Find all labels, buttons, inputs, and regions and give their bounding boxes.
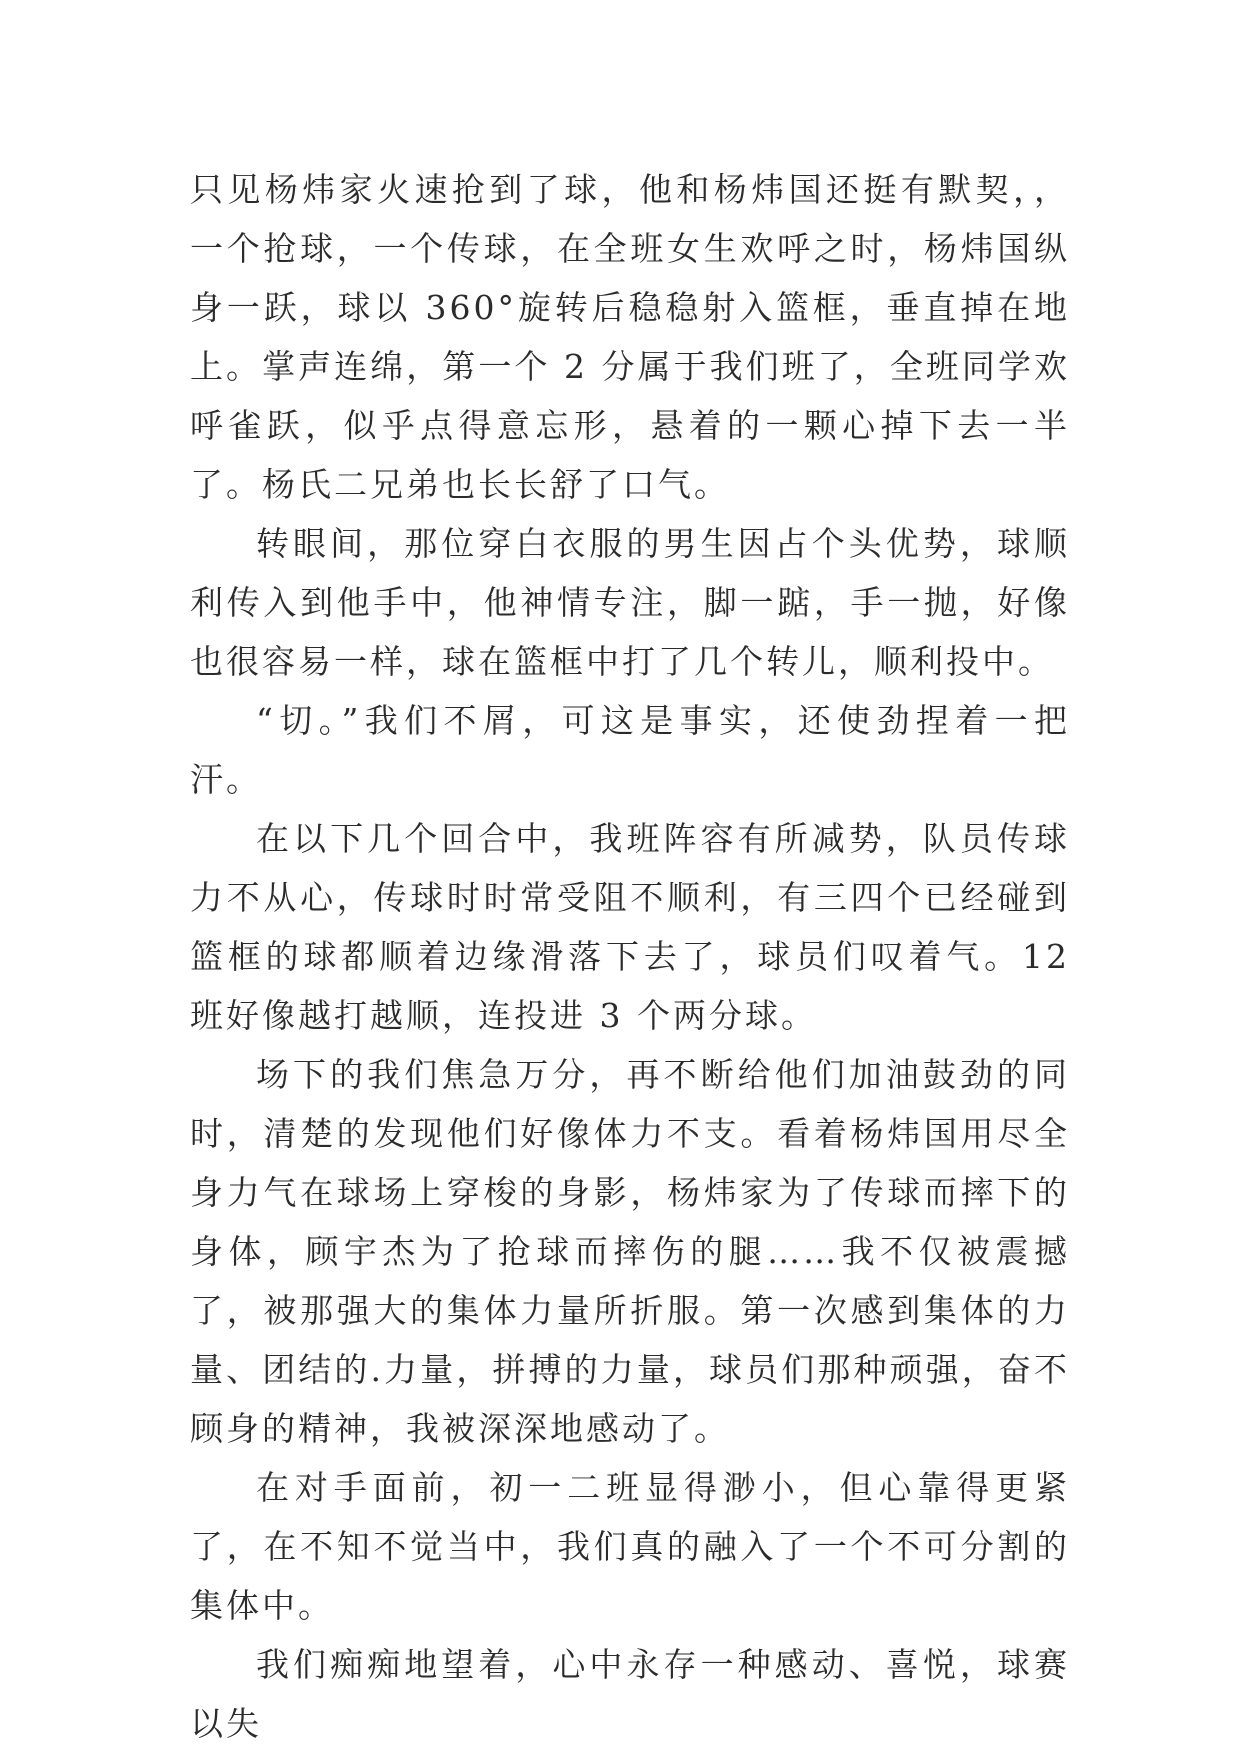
paragraph-1: 只见杨炜家火速抢到了球，他和杨炜国还挺有默契，，一个抢球，一个传球，在全班女生欢呼之时，杨炜国纵身一跃，球以 360°旋转后稳稳射入篮框，垂直掉在地上。掌声连绵，第一个 2 分属于我们班了，全班同学欢呼雀跃，似乎点得意忘形，悬着的一颗心掉下去一半了。杨氏二兄弟也长长舒了口气。 bbox=[190, 170, 1070, 504]
article-body bbox=[190, 160, 1070, 1753]
paragraph-3: “切。”我们不屑，可这是事实，还使劲捏着一把汗。 bbox=[190, 701, 1070, 799]
paragraph-4: 在以下几个回合中，我班阵容有所减势，队员传球力不从心，传球时时常受阻不顺利，有三四个已经碰到篮框的球都顺着边缘滑落下去了，球员们叹着气。12 班好像越打越顺，连投进 3 个两分球。 bbox=[190, 819, 1070, 1035]
paragraph-5: 场下的我们焦急万分，再不断给他们加油鼓劲的同时，清楚的发现他们好像体力不支。看着杨炜国用尽全身力气在球场上穿梭的身影，杨炜家为了传球而摔下的身体，顾宇杰为了抢球而摔伤的腿……我不仅被震撼了，被那强大的集体力量所折服。第一次感到集体的力量、团结的.力量，拼搏的力量，球员们那种顽强，奋不顾身的精神，我被深深地感动了。 bbox=[190, 1055, 1070, 1448]
paragraph-7: 我们痴痴地望着，心中永存一种感动、喜悦，球赛以失 bbox=[190, 1645, 1070, 1743]
paragraph-6: 在对手面前，初一二班显得渺小，但心靠得更紧了，在不知不觉当中，我们真的融入了一个不可分割的集体中。 bbox=[190, 1468, 1070, 1625]
paragraph-2: 转眼间，那位穿白衣服的男生因占个头优势，球顺利传入到他手中，他神情专注，脚一踮，手一抛，好像也很容易一样，球在篮框中打了几个转儿，顺利投中。 bbox=[190, 524, 1070, 681]
